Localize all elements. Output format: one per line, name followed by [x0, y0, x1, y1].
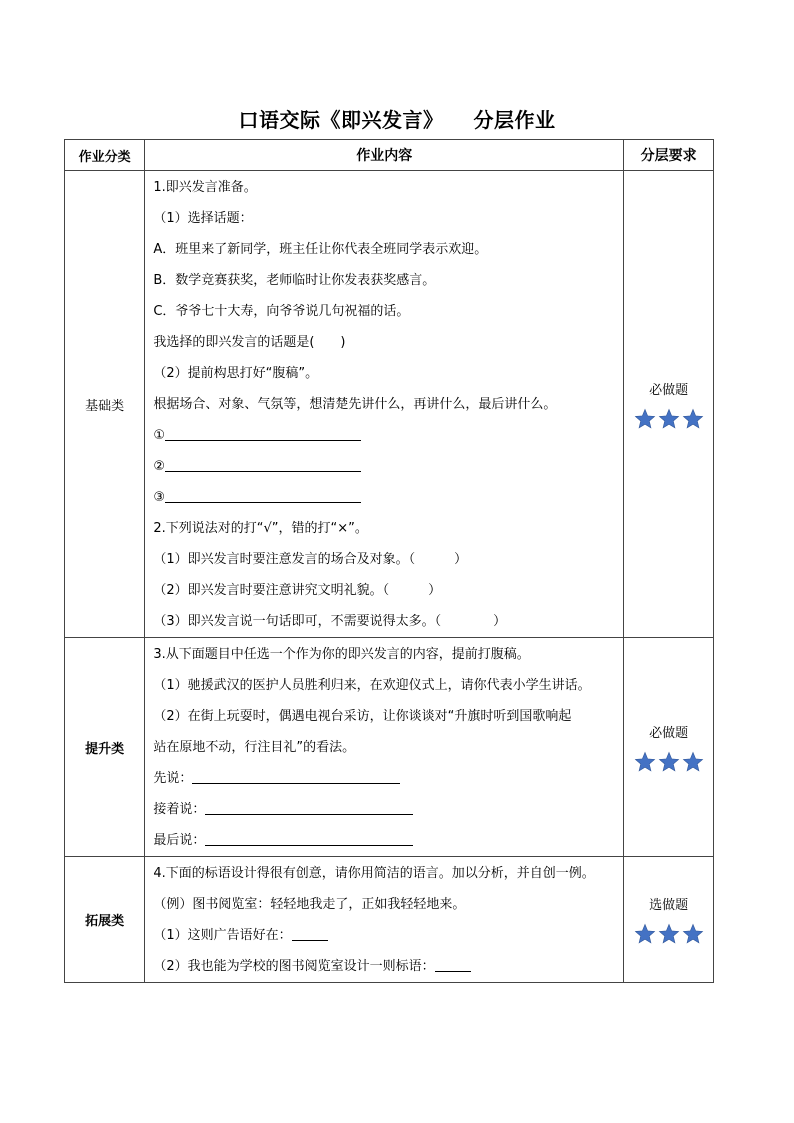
content-basic	[145, 171, 624, 638]
content-line: A．班里来了新同学，班主任让你代表全班同学表示欢迎。	[153, 242, 488, 257]
title-main: 口语交际《即兴发言》	[238, 108, 444, 132]
answer-line-last: 最后说：	[153, 825, 623, 856]
content-line: （1）驰援武汉的医护人员胜利归来，在欢迎仪式上，请你代表小学生讲话。	[153, 678, 591, 693]
content-line: 3.从下面题目中任选一个作为你的即兴发言的内容，提前打腹稿。	[153, 647, 530, 662]
answer-line-slogan: （2）我也能为学校的图书阅览室设计一则标语：	[153, 951, 623, 982]
content-line: （例）图书阅览室：轻轻地我走了，正如我轻轻地来。	[153, 897, 466, 912]
content-line: 根据场合、对象、气氛等，想清楚先讲什么，再讲什么，最后讲什么。	[153, 397, 557, 412]
answer-blank[interactable]	[165, 488, 361, 503]
answer-blank[interactable]	[165, 426, 361, 441]
category-advanced: 提升类	[65, 638, 145, 857]
star-rating	[624, 923, 713, 945]
star-icon	[658, 923, 680, 945]
category-basic: 基础类	[65, 171, 145, 638]
content-line: （1）即兴发言时要注意发言的场合及对象。（ ）	[153, 552, 468, 567]
content-extension	[145, 857, 624, 983]
answer-blank[interactable]	[205, 831, 413, 846]
star-rating	[624, 751, 713, 773]
header-requirement: 分层要求	[624, 140, 714, 171]
star-icon	[634, 751, 656, 773]
answer-line-first: 先说：	[153, 763, 623, 794]
title-sub: 分层作业	[473, 108, 556, 132]
content-line: 我选择的即兴发言的话题是( )	[153, 335, 346, 350]
star-icon	[682, 751, 704, 773]
answer-blank[interactable]	[165, 457, 361, 472]
answer-line-1: ①	[153, 420, 623, 451]
content-advanced	[145, 638, 624, 857]
requirement-extension	[624, 857, 714, 983]
answer-blank[interactable]	[205, 800, 413, 815]
table-row	[65, 857, 714, 983]
star-icon	[634, 923, 656, 945]
content-line: C．爷爷七十大寿，向爷爷说几句祝福的话。	[153, 304, 410, 319]
star-rating	[624, 408, 713, 430]
answer-blank[interactable]	[292, 926, 328, 941]
content-line: （1）选择话题：	[153, 211, 253, 226]
requirement-label: 选做题	[649, 898, 689, 913]
content-line: 站在原地不动，行注目礼”的看法。	[153, 740, 356, 755]
star-icon	[634, 408, 656, 430]
star-icon	[682, 923, 704, 945]
requirement-basic	[624, 171, 714, 638]
table-row	[65, 638, 714, 857]
content-line: 2.下列说法对的打“√”，错的打“×”。	[153, 521, 368, 536]
header-content: 作业内容	[145, 140, 624, 171]
star-icon	[658, 751, 680, 773]
answer-line-2: ②	[153, 451, 623, 482]
answer-line-good: （1）这则广告语好在：	[153, 920, 623, 951]
requirement-label: 必做题	[649, 382, 689, 398]
requirement-label: 必做题	[649, 725, 689, 741]
requirement-advanced	[624, 638, 714, 857]
header-category: 作业分类	[65, 140, 145, 171]
category-extension: 拓展类	[65, 857, 145, 983]
content-line: （2）即兴发言时要注意讲究文明礼貌。（ ）	[153, 583, 442, 598]
content-line: （3）即兴发言说一句话即可，不需要说得太多。（ ）	[153, 614, 507, 629]
star-icon	[682, 408, 704, 430]
content-line: 4.下面的标语设计得很有创意，请你用简洁的语言。加以分析，并自创一例。	[153, 866, 595, 881]
homework-table	[64, 139, 714, 983]
table-header-row	[65, 140, 714, 171]
star-icon	[658, 408, 680, 430]
answer-line-3: ③	[153, 482, 623, 513]
page-title	[0, 104, 794, 133]
answer-blank[interactable]	[435, 957, 471, 972]
content-line: B．数学竞赛获奖，老师临时让你发表获奖感言。	[153, 273, 436, 288]
answer-line-next: 接着说：	[153, 794, 623, 825]
content-line: （2）在街上玩耍时，偶遇电视台采访，让你谈谈对“升旗时听到国歌响起	[153, 709, 572, 724]
table-row	[65, 171, 714, 638]
content-line: 1.即兴发言准备。	[153, 180, 257, 195]
answer-blank[interactable]	[192, 769, 400, 784]
content-line: （2）提前构思打好“腹稿”。	[153, 366, 319, 381]
